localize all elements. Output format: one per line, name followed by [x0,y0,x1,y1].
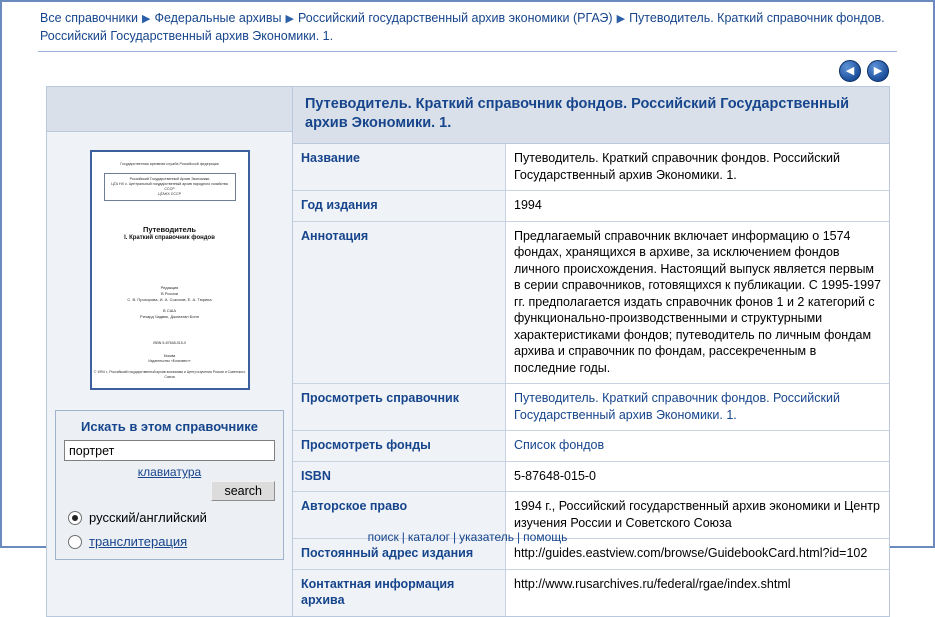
field-value-copyright: 1994 г., Российский государственный архив экономики и Центр изучения России и Советского Союза [506,492,890,539]
table-row [293,431,889,462]
cover-editors-ru-names: С. В. Прозорова, И. А. Соколов, Е. А. Тюрина [127,297,212,302]
left-panel-header [47,87,292,132]
view-funds-link[interactable]: Список фондов [514,438,605,452]
radio-russian-english-label: русский/английский [89,510,207,525]
search-panel-title: Искать в этом справочнике [81,419,258,434]
virtual-keyboard-link[interactable]: клавиатура [137,465,202,479]
field-label-name: Название [293,144,506,191]
breadcrumb-divider [38,51,897,52]
previous-record-icon[interactable]: ◀ [839,60,861,82]
cover-editors-heading: Редакция [160,285,179,290]
cover-isbn: ISBN 5-87648-015-0 [153,341,186,345]
cover-box-line-2: ЦГА НХ с. Центральный государственный архив народного хозяйства СССР [111,182,228,191]
breadcrumb-separator-icon: ▶ [616,13,626,25]
breadcrumb-separator-icon: ▶ [285,13,294,25]
footer-link-index[interactable]: указатель [459,530,515,544]
search-input[interactable] [64,440,275,461]
cover-image-wrap [47,132,292,404]
field-label-year: Год издания [293,191,506,222]
cover-editors [100,285,240,320]
cover-title: Путеводитель [142,225,197,234]
field-label-view-guide: Просмотреть справочник [293,384,506,431]
footer-link-catalog[interactable]: каталог [407,530,451,544]
breadcrumb-item-2[interactable]: Российский государственный архив экономики (РГАЭ) [297,11,613,25]
field-label-copyright: Авторское право [293,492,506,539]
table-row [293,221,889,384]
field-value-view-funds [506,431,890,462]
field-value-name: Путеводитель. Краткий справочник фондов. Российский Государственный архив Экономики. 1. [514,151,840,182]
cover-box-line-3: ЦГАНХ СССР [158,192,181,196]
field-label-view-funds: Просмотреть фонды [293,431,506,462]
cover-editors-us-label: В США [162,308,176,313]
table-row [293,144,889,191]
radio-russian-english-icon[interactable] [68,511,82,525]
field-label-annotation: Аннотация [293,221,506,384]
field-value-view-guide [506,384,890,431]
table-row [293,191,889,222]
cover-publisher: Издательство «Благовест» [148,359,191,363]
footer-separator: | [517,530,521,544]
book-cover-image [90,150,250,390]
radio-transliteration-label[interactable]: транслитерация [89,534,188,549]
next-record-icon[interactable]: ▶ [867,60,889,82]
footer-separator: | [401,530,405,544]
cover-editors-ru-label: В России [161,291,178,296]
cover-archive-box [104,173,236,201]
cover-top-line: Государственная архивная служба Российской федерации [120,162,219,166]
search-button-row [64,481,275,501]
field-value-isbn: 5-87648-015-0 [506,461,890,492]
field-label-isbn: ISBN [293,461,506,492]
cover-city: Москва [163,354,176,358]
cover-copyright: © 1994 г., Российский государственный архив экономики и Центр изучения России и Советского Союза [93,370,246,379]
breadcrumb [2,2,933,49]
record-navigation [839,60,889,82]
cover-editors-us-names: Ричард Чадвик, Джонатан Бонн [140,314,199,319]
field-value-annotation: Предлагаемый справочник включает информацию о 1574 фондах, хранящихся в архиве, за исключением фондов личного происхождения. Настоящий выпуск является первым в серии справочников, готовящихся к публикации. С 1995-1997 гг. предполагается издать справочник фонов 1 и 2 категорий с функционально-производственными и структурными характеристиками фондов; путеводитель по личным фондам архива и справочник по фондам, рассекреченным в последние годы. [506,221,890,384]
breadcrumb-separator-icon: ▶ [141,13,151,25]
cover-footer [92,341,248,380]
table-row [293,384,889,431]
cover-subtitle: I. Краткий справочник фондов [124,235,215,241]
footer-link-search[interactable]: поиск [367,530,399,544]
table-row [293,461,889,492]
field-value-contact: http://www.rusarchives.ru/federal/rgae/index.shtml [506,569,890,616]
footer-nav [2,530,933,544]
field-value-permalink: http://guides.eastview.com/browse/GuidebookCard.html?id=102 [506,539,890,570]
breadcrumb-item-0[interactable]: Все справочники [40,11,138,25]
search-mode-russian[interactable] [64,510,275,525]
record-fields-table [293,144,889,616]
page-title: Путеводитель. Краткий справочник фондов. Российский Государственный архив Экономики. 1. [305,96,850,131]
breadcrumb-item-1[interactable]: Федеральные архивы [154,11,282,25]
footer-link-help[interactable]: помощь [523,530,568,544]
field-value-year: 1994 [506,191,890,222]
table-row [293,569,889,616]
field-label-permalink: Постоянный адрес издания [293,539,506,570]
breadcrumb-item-current: Путеводитель. Краткий справочник фондов. Российский Государственный архив Экономики. 1. [40,11,885,43]
footer-separator: | [453,530,457,544]
view-guide-link[interactable]: Путеводитель. Краткий справочник фондов. Российский Государственный архив Экономики. 1. [514,391,840,422]
field-label-contact: Контактная информация архива [293,569,506,616]
cover-box-line-1: Российский Государственный Архив Экономики [129,177,210,181]
record-header [293,87,889,144]
search-button[interactable]: search [211,481,275,501]
